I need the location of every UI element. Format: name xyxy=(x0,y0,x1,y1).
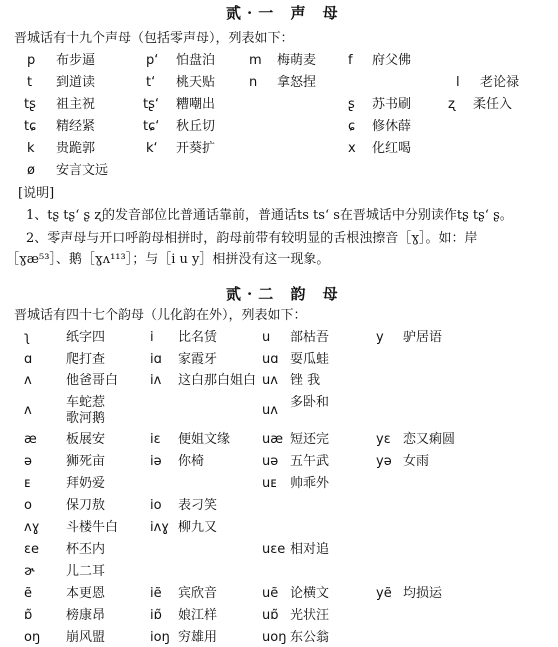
final-symbol: u xyxy=(262,330,271,345)
final-examples: 狮死亩 xyxy=(66,454,106,469)
initial-examples: 到道读 xyxy=(56,75,96,90)
final-examples: 家霞牙 xyxy=(178,352,218,367)
final-examples: 拜奶爱 xyxy=(66,476,106,491)
note-1: 1、tʂ tʂ‘ ʂ ʐ的发音部位比普通话靠前，普通话ts ts‘ s在晋城话中分别读作tʂ tʂ‘ ʂ。 xyxy=(26,208,513,223)
final-symbol: ᴇ xyxy=(24,476,31,491)
initial-symbol: k‘ xyxy=(146,141,158,156)
initial-examples: 精经紧 xyxy=(56,119,96,134)
section1-intro: 晋城话有十九个声母（包括零声母），列表如下： xyxy=(14,31,294,46)
initial-symbol: tʂ xyxy=(24,97,36,112)
final-examples: 保刀敖 xyxy=(66,498,106,513)
initial-examples: 修休薛 xyxy=(372,119,412,134)
final-symbol: uẽ xyxy=(262,586,279,601)
initial-examples: 祖主祝 xyxy=(56,97,96,112)
final-symbol: o xyxy=(24,498,32,513)
final-symbol: iɛ xyxy=(150,432,161,447)
final-symbol: uoŋ xyxy=(262,630,287,645)
final-symbol: yɛ xyxy=(376,432,391,447)
final-examples: 耍瓜蛙 xyxy=(290,352,330,367)
initial-examples: 老论禄 xyxy=(480,75,520,90)
initial-symbol: f xyxy=(348,53,353,68)
final-symbol: io xyxy=(150,498,162,513)
final-symbol: iẽ xyxy=(150,586,162,601)
initial-symbol: tʂ‘ xyxy=(143,97,160,112)
final-examples: 恋又痢圆 xyxy=(403,432,456,447)
note-2: 2、零声母与开口呼韵母相拼时，韵母前带有较明显的舌根浊擦音［ɣ］。如：岸 xyxy=(26,231,478,246)
final-symbol: uæ xyxy=(262,432,284,447)
final-examples: 均损运 xyxy=(403,586,443,601)
final-examples: 帅乖外 xyxy=(290,476,330,491)
final-examples: 爬打查 xyxy=(66,352,106,367)
final-symbol: ɛe xyxy=(24,542,40,557)
final-symbol: uʌ xyxy=(262,373,278,388)
initial-symbol: ʐ xyxy=(448,97,455,112)
section1-title: 贰·一 声 母 xyxy=(226,4,344,22)
initial-examples: 怕盘泊 xyxy=(176,53,216,68)
initial-symbol: n xyxy=(249,75,258,90)
final-examples: 女雨 xyxy=(403,454,430,469)
final-examples: 板展安 xyxy=(66,432,106,447)
final-symbol: y xyxy=(376,330,384,345)
initial-symbol: m xyxy=(249,53,262,68)
final-symbol: yə xyxy=(376,454,392,469)
final-examples: 柳九又 xyxy=(178,520,218,535)
final-examples: 他爸哥白 xyxy=(66,373,119,388)
final-examples: 崩风盟 xyxy=(66,630,106,645)
initial-symbol: t‘ xyxy=(146,75,156,90)
final-symbol: ʌ xyxy=(24,403,32,418)
final-symbol: ʌɣ xyxy=(24,520,40,535)
final-symbol: uə xyxy=(262,454,279,469)
initial-examples: 拿怒捏 xyxy=(277,75,317,90)
final-examples: 锉 我 xyxy=(290,373,321,388)
initial-examples: 开葵扩 xyxy=(176,141,216,156)
initial-symbol: x xyxy=(348,141,356,156)
final-symbol: ɚ xyxy=(24,564,35,579)
final-symbol: ẽ xyxy=(24,586,32,601)
final-examples: 便姐文缘 xyxy=(178,432,231,447)
final-examples: 榜康昂 xyxy=(66,608,106,623)
final-examples: 相对追 xyxy=(290,542,330,557)
initial-symbol: p‘ xyxy=(146,53,159,68)
initial-symbol: tɕ xyxy=(24,119,37,134)
final-symbol: uɛe xyxy=(262,542,286,557)
final-examples: 车蛇惹 xyxy=(66,395,106,410)
final-symbol: oŋ xyxy=(24,630,41,645)
initial-symbol: ʂ xyxy=(348,97,355,112)
initial-examples: 安言文远 xyxy=(56,163,109,178)
final-examples: 这白那白姐白 xyxy=(178,373,257,388)
initial-symbol: ø xyxy=(27,163,35,178)
final-symbol: iə xyxy=(150,454,162,469)
notes-heading: [说明] xyxy=(18,186,55,201)
final-symbol: uɑ xyxy=(262,352,279,367)
final-examples: 光状汪 xyxy=(290,608,330,623)
final-examples: 论横文 xyxy=(290,586,330,601)
final-symbol: ʌ xyxy=(24,373,32,388)
initial-examples: 府父佛 xyxy=(372,53,412,68)
section2-intro: 晋城话有四十七个韵母（儿化韵在外），列表如下： xyxy=(14,308,307,323)
final-symbol: æ xyxy=(24,432,37,447)
initial-examples: 糟嘲出 xyxy=(176,97,216,112)
final-symbol: iʌ xyxy=(150,373,162,388)
final-symbol: yẽ xyxy=(376,586,392,601)
final-symbol: ioŋ xyxy=(150,630,170,645)
initial-examples: 贵跪郭 xyxy=(56,141,96,156)
initial-examples: 梅萌麦 xyxy=(277,53,317,68)
initial-examples: 苏书刷 xyxy=(372,97,412,112)
initial-symbol: tɕ‘ xyxy=(143,119,160,134)
initial-symbol: k xyxy=(27,141,35,156)
final-examples: 娘江样 xyxy=(178,608,218,623)
initial-examples: 秋丘切 xyxy=(176,119,216,134)
initial-examples: 化红喝 xyxy=(372,141,412,156)
initial-examples: 桃天贴 xyxy=(176,75,216,90)
initial-examples: 柔任入 xyxy=(473,97,513,112)
final-symbol: ɑ xyxy=(24,352,33,367)
note-2-continued: ［ɣæ⁵³］、鹅［ɣʌ¹¹³］；与［i u y］相拼没有这一现象。 xyxy=(6,252,330,267)
initial-symbol: l xyxy=(456,75,460,90)
final-examples: 你椅 xyxy=(178,454,205,469)
section2-title: 贰·二 韵 母 xyxy=(226,285,344,303)
initial-symbol: p xyxy=(27,53,36,68)
final-symbol: ʅ xyxy=(24,330,30,345)
final-examples: 纸字四 xyxy=(66,330,106,345)
final-symbol: iʌɣ xyxy=(150,520,170,535)
initial-examples: 布步逼 xyxy=(56,53,96,68)
final-examples: 短还完 xyxy=(290,432,330,447)
final-examples: 表刁笑 xyxy=(178,498,218,513)
final-symbol: i xyxy=(150,330,154,345)
final-examples: 部枯吾 xyxy=(290,330,330,345)
final-examples: 穷雄用 xyxy=(178,630,218,645)
final-examples: 儿二耳 xyxy=(66,564,106,579)
final-examples: 斗楼牛白 xyxy=(66,520,119,535)
final-symbol: iɒ̃ xyxy=(150,608,162,623)
final-examples: 杯丕内 xyxy=(66,542,106,557)
final-examples: 宾欣音 xyxy=(178,586,218,601)
final-examples: 多卧和 xyxy=(290,395,330,410)
final-examples: 比名赁 xyxy=(178,330,218,345)
final-symbol: ə xyxy=(24,454,32,469)
final-examples: 驴居语 xyxy=(403,330,443,345)
final-examples: 本更恩 xyxy=(66,586,106,601)
initial-symbol: t xyxy=(27,75,33,90)
initial-symbol: ɕ xyxy=(348,119,356,134)
final-symbol: ɒ̃ xyxy=(24,608,33,623)
final-symbol: uɒ̃ xyxy=(262,608,279,623)
final-examples: 歌河鹅 xyxy=(66,411,106,426)
final-examples: 五午武 xyxy=(290,454,330,469)
final-examples: 东公翁 xyxy=(290,630,330,645)
final-symbol: uᴇ xyxy=(262,476,277,491)
final-symbol: iɑ xyxy=(150,352,162,367)
final-symbol: uʌ xyxy=(262,403,278,418)
